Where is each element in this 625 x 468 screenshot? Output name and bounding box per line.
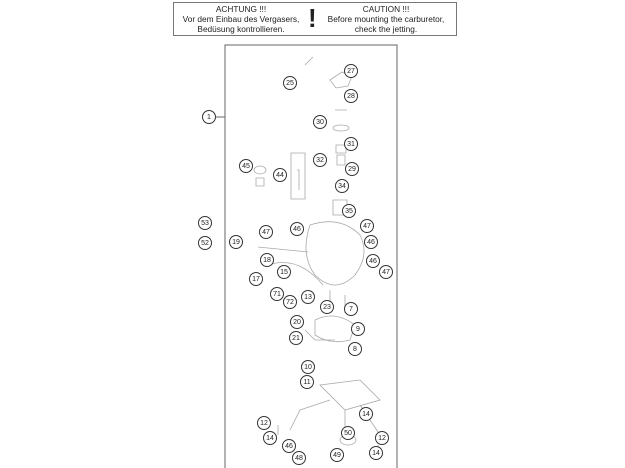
callout-number: 18 — [263, 257, 271, 264]
part-callout-46 — [365, 236, 378, 249]
part-callout-21 — [290, 332, 303, 345]
part-callout-48 — [293, 452, 306, 465]
callout-number: 9 — [356, 326, 360, 333]
warning-english-line2: check the jetting. — [354, 24, 418, 34]
warning-german-line2: Bedüsung kontrollieren. — [197, 24, 285, 34]
warning-english-title: CAUTION !!! — [362, 4, 410, 14]
callout-number: 23 — [323, 304, 331, 311]
callout-number: 27 — [347, 68, 355, 75]
part-callout-45 — [240, 160, 253, 173]
callout-number: 44 — [276, 172, 284, 179]
exclamation-icon: ! — [308, 3, 317, 33]
part-callout-13 — [302, 291, 315, 304]
part-callout-32 — [314, 154, 327, 167]
callout-number: 47 — [382, 269, 390, 276]
part-callout-46 — [367, 255, 380, 268]
part-callout-14 — [370, 447, 383, 460]
part-callout-72 — [284, 296, 297, 309]
part-callout-20 — [291, 316, 304, 329]
part-callout-12 — [376, 432, 389, 445]
callout-number: 50 — [344, 430, 352, 437]
part-callout-8 — [349, 343, 362, 356]
callout-number: 14 — [266, 435, 274, 442]
part-callout-34 — [336, 180, 349, 193]
part-callout-17 — [250, 273, 263, 286]
callout-number: 35 — [345, 208, 353, 215]
callout-number: 31 — [347, 141, 355, 148]
callout-number: 14 — [372, 450, 380, 457]
callout-number: 30 — [316, 119, 324, 126]
callout-number: 52 — [201, 240, 209, 247]
warning-box — [173, 2, 457, 36]
callout-number: 72 — [286, 299, 294, 306]
callout-number: 14 — [362, 411, 370, 418]
callout-number: 34 — [338, 183, 346, 190]
part-callout-50 — [342, 427, 355, 440]
callout-number: 47 — [262, 229, 270, 236]
callout-number: 1 — [207, 114, 211, 121]
callout-number: 46 — [367, 239, 375, 246]
part-callout-12 — [258, 417, 271, 430]
callout-number: 32 — [316, 157, 324, 164]
part-callout-29 — [346, 163, 359, 176]
part-callout-71 — [271, 288, 284, 301]
callout-number: 21 — [292, 335, 300, 342]
part-callout-18 — [261, 254, 274, 267]
callout-number: 28 — [347, 93, 355, 100]
part-callout-28 — [345, 90, 358, 103]
part-callout-1 — [203, 111, 216, 124]
callout-number: 46 — [285, 443, 293, 450]
callout-number: 15 — [280, 269, 288, 276]
callout-number: 48 — [295, 455, 303, 462]
part-callout-30 — [314, 116, 327, 129]
warning-german-line1: Vor dem Einbau des Vergasers, — [182, 14, 300, 24]
part-callout-15 — [278, 266, 291, 279]
part-callout-14 — [264, 432, 277, 445]
part-callout-47 — [260, 226, 273, 239]
callout-number: 53 — [201, 220, 209, 227]
part-callout-27 — [345, 65, 358, 78]
part-callout-47 — [380, 266, 393, 279]
callout-number: 20 — [293, 319, 301, 326]
part-callout-11 — [301, 376, 314, 389]
part-callout-14 — [360, 408, 373, 421]
part-callout-52 — [199, 237, 212, 250]
part-callout-35 — [343, 205, 356, 218]
warning-german-title: ACHTUNG !!! — [215, 4, 267, 14]
part-callout-23 — [321, 301, 334, 314]
part-callout-46 — [283, 440, 296, 453]
part-callout-7 — [345, 303, 358, 316]
callout-number: 10 — [304, 364, 312, 371]
callout-number: 11 — [303, 379, 311, 386]
part-callout-46 — [291, 223, 304, 236]
callout-number: 46 — [293, 226, 301, 233]
callout-number: 13 — [304, 294, 312, 301]
callout-number: 46 — [369, 258, 377, 265]
warning-german — [176, 4, 306, 34]
part-callout-10 — [302, 361, 315, 374]
callout-number: 49 — [333, 452, 341, 459]
part-callout-25 — [284, 77, 297, 90]
callout-number: 12 — [260, 420, 268, 427]
part-callout-9 — [352, 323, 365, 336]
warning-english-line1: Before mounting the carburetor, — [327, 14, 445, 24]
callout-number: 12 — [378, 435, 386, 442]
part-callout-31 — [345, 138, 358, 151]
warning-english — [318, 4, 454, 34]
callout-number: 8 — [353, 346, 357, 353]
part-callout-53 — [199, 217, 212, 230]
callout-number: 45 — [242, 163, 250, 170]
part-callout-19 — [230, 236, 243, 249]
part-callout-47 — [361, 220, 374, 233]
callout-number: 19 — [232, 239, 240, 246]
callout-number: 7 — [349, 306, 353, 313]
callout-number: 71 — [273, 291, 281, 298]
callout-number: 17 — [252, 276, 260, 283]
part-callout-49 — [331, 449, 344, 462]
callout-number: 29 — [348, 166, 356, 173]
callout-number: 25 — [286, 80, 294, 87]
part-callout-44 — [274, 169, 287, 182]
callout-number: 47 — [363, 223, 371, 230]
